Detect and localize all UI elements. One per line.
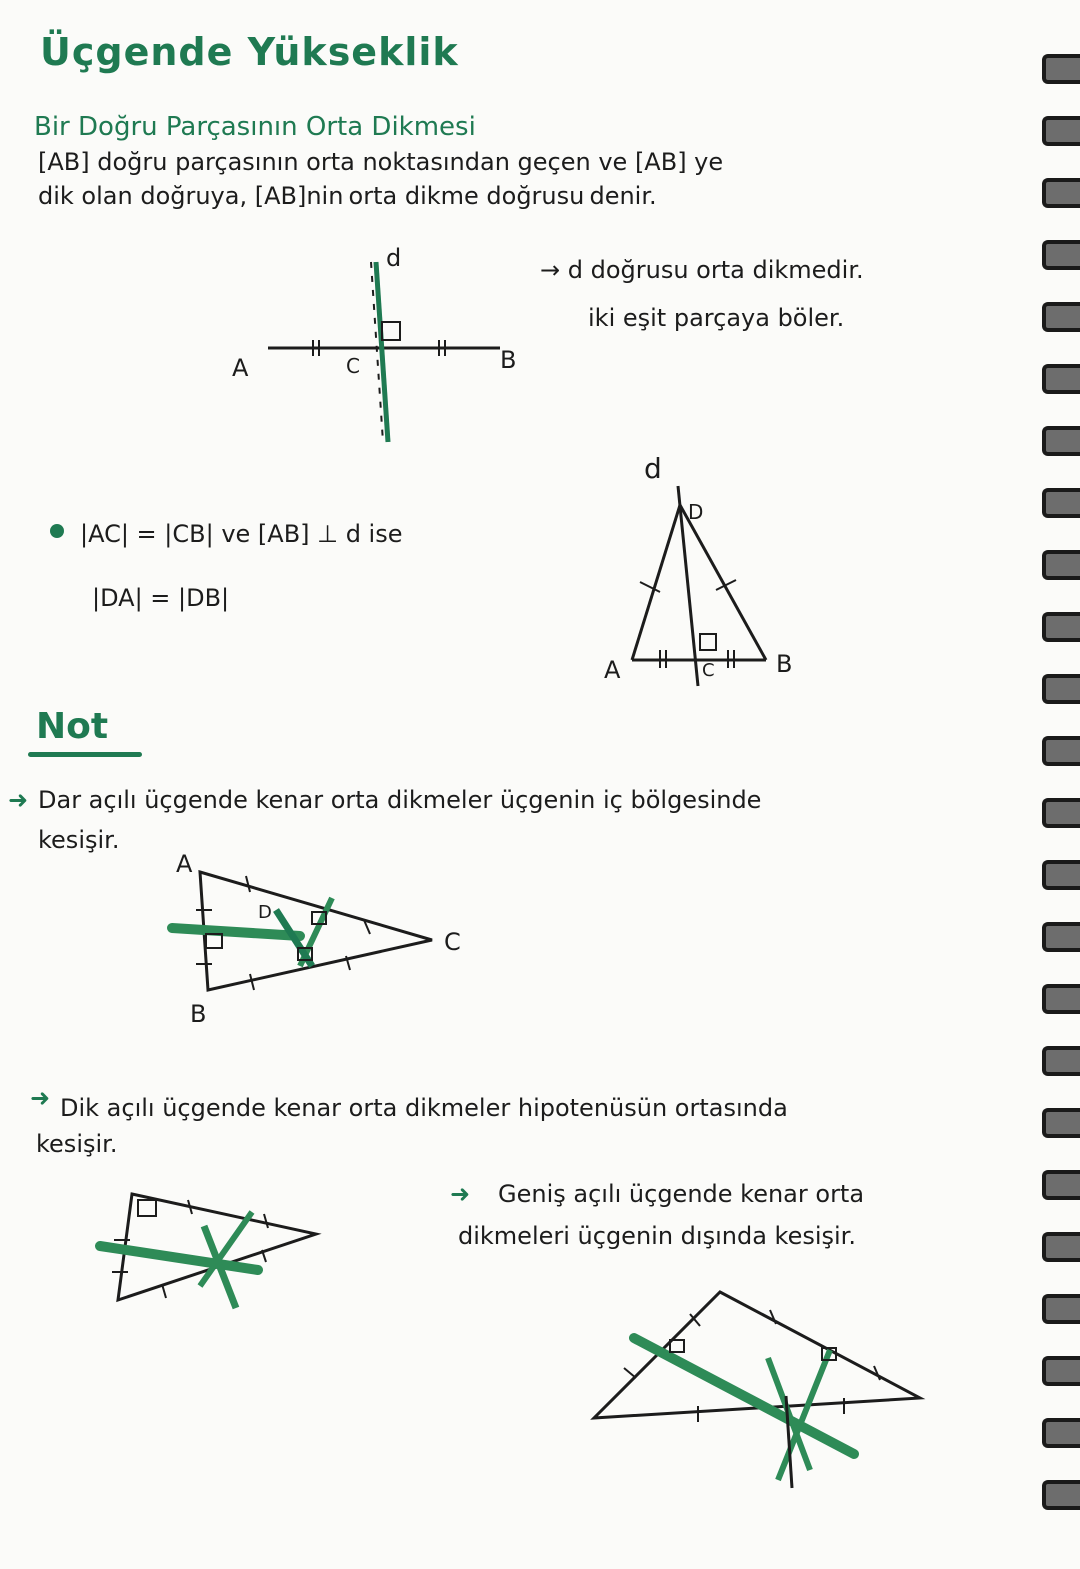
binding-ring xyxy=(1042,240,1080,270)
fig2-label-b: B xyxy=(776,650,793,678)
binding-ring xyxy=(1042,1418,1080,1448)
fig2-label-a: A xyxy=(604,656,621,684)
section-heading: Bir Doğru Parçasının Orta Dikmesi xyxy=(34,112,476,142)
note-title: Not xyxy=(36,706,109,747)
fig1-label-c: C xyxy=(346,354,360,378)
binding-ring xyxy=(1042,1294,1080,1324)
binding-ring xyxy=(1042,54,1080,84)
binding-ring xyxy=(1042,674,1080,704)
binding-ring xyxy=(1042,116,1080,146)
binding-ring xyxy=(1042,984,1080,1014)
fig2-label-d: d xyxy=(644,452,662,485)
binding-ring xyxy=(1042,1480,1080,1510)
fig2-label-dpoint: D xyxy=(688,500,704,524)
right-line-1: Dik açılı üçgende kenar orta dikmeler hipotenüsün ortasında xyxy=(60,1094,788,1122)
obtuse-line-2: dikmeleri üçgenin dışında kesişir. xyxy=(458,1222,856,1250)
binding-ring xyxy=(1042,364,1080,394)
binding-ring xyxy=(1042,1356,1080,1386)
fig1-label-d: d xyxy=(386,244,402,272)
binding-ring xyxy=(1042,1232,1080,1262)
binding-ring xyxy=(1042,178,1080,208)
page-title: Üçgende Yükseklik xyxy=(40,30,459,74)
binding-ring xyxy=(1042,1108,1080,1138)
arrow-icon: ➜ xyxy=(8,786,29,814)
fig1-label-b: B xyxy=(500,346,517,374)
acute-line-1: Dar açılı üçgende kenar orta dikmeler üçgenin iç bölgesinde xyxy=(38,786,762,814)
binding-ring xyxy=(1042,922,1080,952)
binding-ring xyxy=(1042,1170,1080,1200)
arrow-icon-3: ➜ xyxy=(450,1180,471,1208)
fig3-label-b: B xyxy=(190,1000,207,1028)
binding-ring xyxy=(1042,550,1080,580)
fig1-note-line-2: iki eşit parçaya böler. xyxy=(588,304,845,332)
binding-ring xyxy=(1042,426,1080,456)
binding-ring xyxy=(1042,488,1080,518)
bullet-line-2: |DA| = |DB| xyxy=(92,584,230,612)
binding-ring xyxy=(1042,1046,1080,1076)
arrow-icon-2: ➜ xyxy=(30,1084,51,1112)
fig3-label-d: D xyxy=(258,902,272,923)
definition-text-a: dik olan doğruya, [AB]nin xyxy=(38,182,344,210)
acute-line-2: kesişir. xyxy=(38,826,120,854)
definition-line-1: [AB] doğru parçasının orta noktasından geçen ve [AB] ye xyxy=(38,148,724,176)
definition-text-c: denir. xyxy=(589,182,657,210)
obtuse-line-1: Geniş açılı üçgende kenar orta xyxy=(498,1180,865,1208)
fig3-label-c: C xyxy=(444,928,461,956)
definition-term: orta dikme doğrusu xyxy=(348,182,585,210)
binding-ring xyxy=(1042,302,1080,332)
binding-ring xyxy=(1042,798,1080,828)
binding-ring xyxy=(1042,612,1080,642)
fig1-note-line-1: → d doğrusu orta dikmedir. xyxy=(540,256,864,284)
fig2-label-c: C xyxy=(702,660,715,681)
bullet-line-1: |AC| = |CB| ve [AB] ⊥ d ise xyxy=(80,520,403,548)
fig3-label-a: A xyxy=(176,850,193,878)
binding-ring xyxy=(1042,736,1080,766)
fig1-label-a: A xyxy=(232,354,249,382)
binding-ring xyxy=(1042,860,1080,890)
right-line-2: kesişir. xyxy=(36,1130,118,1158)
